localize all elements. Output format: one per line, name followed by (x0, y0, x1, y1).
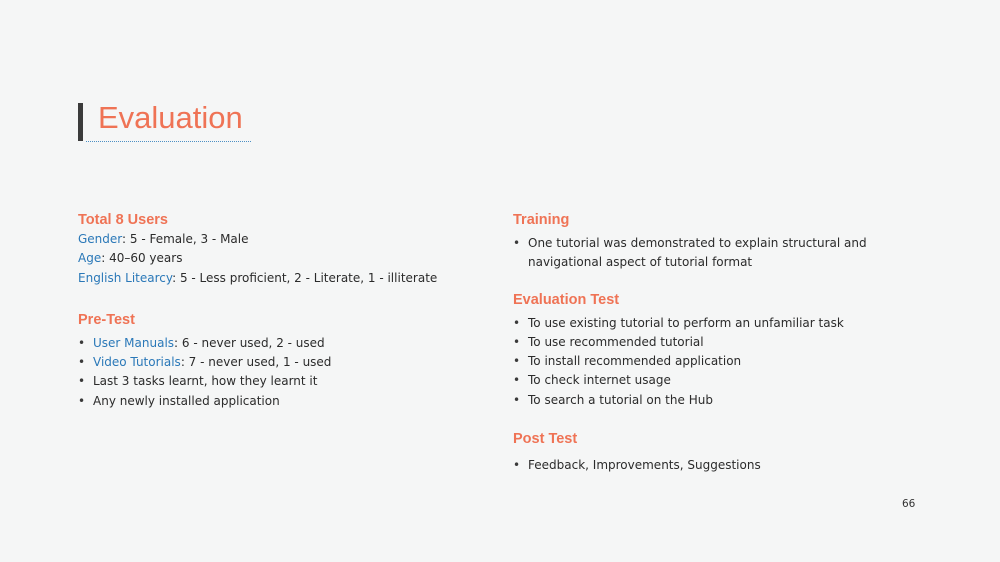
age-key: Age (78, 251, 102, 266)
slide-title: Evaluation (98, 100, 243, 135)
users-section (78, 210, 478, 288)
training-section (513, 210, 933, 273)
post-test-section (513, 429, 933, 475)
age-row (78, 249, 478, 268)
title-accent-bar (78, 103, 83, 141)
training-list (513, 234, 933, 273)
pretest-heading: Pre-Test (78, 311, 135, 328)
evaluation-test-list (513, 314, 933, 410)
training-heading: Training (513, 212, 570, 228)
age-value: : 40–60 years (101, 251, 183, 266)
item-value: : 7 - never used, 1 - used (180, 355, 332, 370)
list-item (78, 353, 478, 372)
list-item: • Feedback, Improvements, Suggestions (513, 456, 933, 475)
post-test-heading: Post Test (513, 431, 578, 448)
list-item: • To search a tutorial on the Hub (513, 391, 933, 410)
gender-key: Gender (78, 232, 123, 246)
item-key: User Manuals (93, 335, 175, 350)
pretest-list (78, 334, 478, 411)
list-item: • To check internet usage (513, 371, 933, 390)
list-item: • One tutorial was demonstrated to explain structural and navigational aspect of tutorial format (513, 234, 933, 273)
users-heading: Total 8 Users (78, 212, 168, 228)
post-test-list (513, 456, 933, 475)
gender-value: : 5 - Female, 3 - Male (122, 232, 249, 246)
evaluation-test-heading: Evaluation Test (513, 291, 620, 308)
item-key: Video Tutorials (93, 355, 181, 370)
pretest-section (78, 310, 478, 411)
page-number: 66 (902, 498, 916, 510)
left-column (78, 210, 478, 411)
literacy-row (78, 269, 478, 288)
list-item: • To use existing tutorial to perform an unfamiliar task (513, 314, 933, 333)
right-column (513, 210, 933, 475)
literacy-key: English Litearcy (78, 270, 173, 285)
list-item: • To install recommended application (513, 352, 933, 371)
list-item: • Any newly installed application (78, 392, 478, 411)
list-item: • To use recommended tutorial (513, 333, 933, 352)
item-value: : 6 - never used, 2 - used (174, 335, 325, 350)
gender-row (78, 230, 478, 249)
list-item: • Last 3 tasks learnt, how they learnt it (78, 372, 478, 391)
list-item (78, 334, 478, 353)
literacy-value: : 5 - Less proficient, 2 - Literate, 1 - illiterate (172, 270, 438, 285)
evaluation-test-section (513, 290, 933, 410)
title-underline (86, 141, 251, 142)
